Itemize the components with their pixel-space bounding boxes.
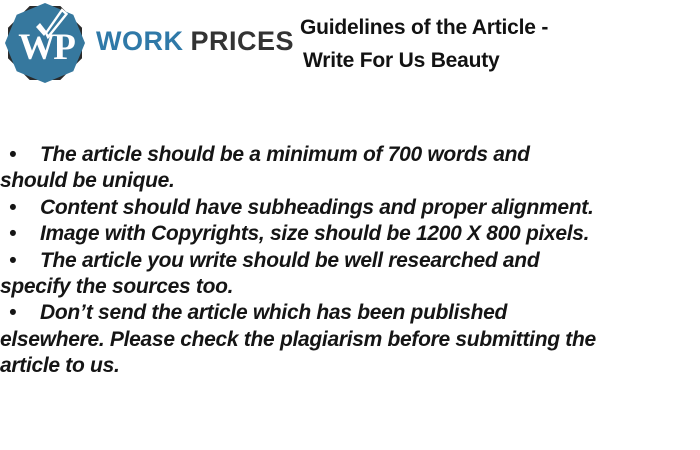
guideline-item-5-line-1: [0, 300, 700, 326]
workprices-logo-badge: [3, 1, 87, 85]
bullet-marker: •: [9, 222, 17, 246]
brand-wordmark: [96, 26, 294, 56]
guideline-item-2-line-1: [0, 195, 700, 221]
bullet-marker: •: [9, 248, 17, 272]
guideline-item-4-line-1: [0, 248, 700, 274]
guideline-text: The article you write should be well researched and: [40, 248, 540, 272]
guideline-item-3-line-1: [0, 221, 700, 247]
guideline-text: should be unique.: [0, 169, 175, 193]
page-title: [300, 11, 690, 77]
guideline-text: Content should have subheadings and proper alignment.: [40, 195, 594, 219]
page-title-line1: Guidelines of the Article -: [300, 16, 549, 39]
guideline-text: specify the sources too.: [0, 275, 234, 299]
guideline-item-5-line-3: [0, 353, 700, 379]
guideline-text: article to us.: [0, 354, 120, 378]
guideline-item-1-line-2: [0, 168, 700, 194]
guideline-text: Image with Copyrights, size should be 1200 X 800 pixels.: [40, 222, 590, 246]
guideline-text: The article should be a minimum of 700 words and: [40, 143, 530, 166]
page-title-line2: Write For Us Beauty: [303, 49, 500, 72]
guideline-text: Don’t send the article which has been published: [40, 301, 508, 325]
logo-monogram: WP: [18, 27, 74, 68]
guideline-item-4-line-2: [0, 274, 700, 300]
bullet-marker: •: [9, 195, 17, 219]
guideline-text: elsewhere. Please check the plagiarism before submitting the: [0, 327, 596, 351]
guidelines-list: [0, 142, 700, 380]
brand-word-prices: PRICES: [190, 26, 295, 56]
guideline-item-5-line-2: [0, 327, 700, 353]
bullet-marker: •: [9, 301, 17, 325]
guideline-item-1-line-1: [0, 142, 700, 168]
brand-word-work: WORK: [96, 26, 184, 56]
bullet-marker: •: [9, 143, 17, 166]
